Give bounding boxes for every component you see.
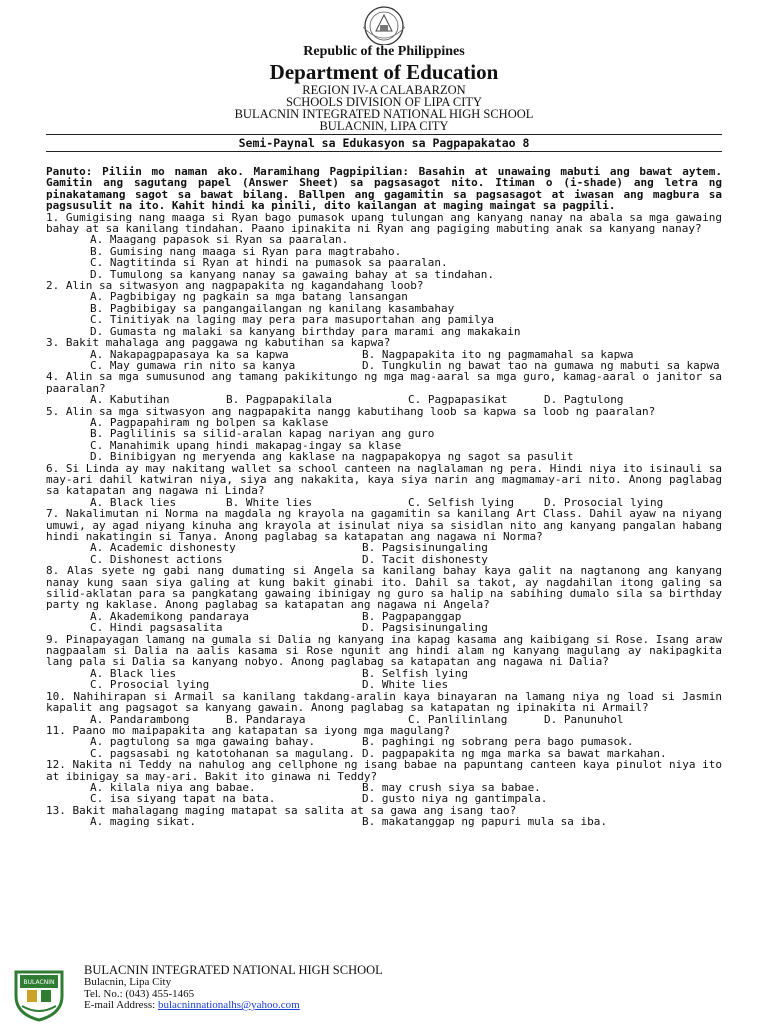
answer-option: C. Manahimik upang hindi makapag-ingay sa klase bbox=[90, 438, 402, 452]
question-text: 4. Alin sa mga sumusunod ang tamang pakikitungo ng mga mag-aaral sa mga guro, kamag-aaral o janitor sa paaralan? bbox=[46, 370, 722, 395]
header-divider-bottom bbox=[46, 151, 722, 152]
answer-options-grid bbox=[90, 542, 722, 565]
answer-option: A. Black lies bbox=[90, 666, 177, 680]
answer-option: A. Pagbibigay ng pagkain sa mga batang lansangan bbox=[90, 290, 408, 304]
answer-option: C. Prosocial lying bbox=[90, 678, 210, 692]
question-item bbox=[46, 406, 722, 463]
footer-email-label: E-mail Address: bbox=[84, 999, 158, 1012]
answer-option: D. Pagtulong bbox=[544, 393, 624, 407]
logo-text: BULACNIN bbox=[23, 979, 55, 986]
answer-option: A. kilala niya ang babae. bbox=[90, 780, 256, 794]
question-text: 5. Alin sa mga sitwasyon ang nagpapakita nangg kabutihang loob sa kapwa sa loob ng paaralan? bbox=[46, 404, 656, 418]
header-department: Department of Education bbox=[269, 60, 499, 84]
answer-options-grid bbox=[90, 736, 722, 759]
answer-option: A. Academic dishonesty bbox=[90, 541, 236, 555]
footer-contact bbox=[84, 964, 383, 1012]
answer-option: D. gusto niya ng gantimpala. bbox=[362, 792, 548, 806]
exam-subject-title: Semi-Paynal sa Edukasyon sa Pagpapakatao 8 bbox=[238, 136, 530, 150]
answer-option: C. Hindi pagsasalita bbox=[90, 621, 223, 635]
answer-option: B. White lies bbox=[226, 495, 313, 509]
deped-seal-icon bbox=[349, 3, 419, 45]
question-text: 10. Nahihirapan si Armail sa kanilang takdang-aralin kaya binayaran na lamang niya ng load si Jasmin kapalit ang pagsagot sa kanyang gawain. Anong paglabag sa katapatan ng ipinakita ni Armail? bbox=[46, 689, 722, 715]
question-item bbox=[46, 212, 722, 280]
header-republic: Republic of the Philippines bbox=[303, 44, 465, 59]
answer-option: A. Kabutihan bbox=[90, 393, 170, 407]
header-region: REGION IV-A CALABARZON bbox=[302, 83, 466, 97]
exam-body bbox=[46, 155, 722, 828]
question-text: 8. Alas syete ng gabi nang dumating si Angela sa kanilang bahay kaya galit na nagtanong ang kanyang nanay kung saan siya galing at kung bakit ginabi ito. Dahil sa takot, ay nagdahilan itong galing sa silid-aklatan para sa pangkatang gawaing ibinigay ng guro sa halip na sabihing dumalo sila sa birthday party ng kaklase. Anong paglabag sa katapatan ang nagawa ni Angela? bbox=[46, 564, 722, 612]
answer-option: A. Black lies bbox=[90, 495, 177, 509]
answer-option: B. Pagbibigay sa pangangailangan ng kanilang kasambahay bbox=[90, 301, 455, 315]
header-address: BULACNIN, LIPA CITY bbox=[319, 119, 449, 133]
header-division: SCHOOLS DIVISION OF LIPA CITY bbox=[285, 95, 483, 109]
answer-option: D. Tacit dishonesty bbox=[362, 552, 488, 566]
answer-options-grid bbox=[90, 349, 722, 372]
question-text: 13. Bakit mahalagang maging matapat sa salita at sa gawa ang isang tao? bbox=[46, 803, 517, 817]
question-item bbox=[46, 371, 722, 405]
footer-school-name: BULACNIN INTEGRATED NATIONAL HIGH SCHOOL bbox=[84, 963, 383, 977]
question-text: 7. Nakalimutan ni Norma na magdala ng krayola na gagamitin sa kanilang Art Class. Dahil ayaw na niyang umuwi, ay agad niyang kinuha ang krayola at isinulat niya sa sisidlan nito ang kanyang pangalan habang hindi nakatingin si Tanya. Anong paglabag sa katapatan ang nagawa ni Norma? bbox=[46, 507, 722, 543]
question-item bbox=[46, 508, 722, 565]
answer-option: C. Panlilinlang bbox=[408, 712, 508, 726]
answer-option: B. paghingi ng sobrang pera bago pumasok. bbox=[362, 735, 634, 749]
instructions: Panuto: Piliin mo naman ako. Maramihang Pagpipilian: Basahin at unawaing mabuti ang bawat aytem. Gamitin ang sagutang papel (Answer Sheet) sa pagsasagot nito. Itiman o (i-shade) ang letra ng pinakatamang sagot sa bawat bilang. Ballpen ang gagamitin sa pagsasagot at iwasan ang magbura sa pagsusulit na ito. Kahit hindi ka pinili, dito kailangan at maging maingat sa pagpili. bbox=[46, 165, 722, 213]
answer-option: D. Tumulong sa kanyang nanay sa gawaing bahay at sa tindahan. bbox=[90, 267, 494, 281]
answer-option: B. Nagpapakita ito ng pagmamahal sa kapwa bbox=[362, 347, 634, 361]
question-item bbox=[46, 634, 722, 691]
answer-options-grid bbox=[90, 668, 722, 691]
question-text: 3. Bakit mahalaga ang paggawa ng kabutihan sa kapwa? bbox=[46, 336, 391, 350]
footer-email-link[interactable]: bulacninnationalhs@yahoo.com bbox=[157, 999, 300, 1012]
answer-options-grid bbox=[90, 611, 722, 634]
answer-option: C. Pagpapasikat bbox=[408, 393, 508, 407]
answer-option: B. Paglilinis sa silid-aralan kapag nariyan ang guro bbox=[90, 427, 435, 441]
header-divider-top bbox=[46, 134, 722, 135]
answer-options-grid bbox=[90, 816, 722, 827]
answer-option: B. Pagpapanggap bbox=[362, 609, 462, 623]
answer-option: C. pagsasabi ng katotohanan sa magulang. bbox=[90, 746, 355, 760]
question-item bbox=[46, 759, 722, 805]
answer-option: B. Pagsisinungaling bbox=[362, 541, 488, 555]
answer-option: B. Selfish lying bbox=[362, 666, 468, 680]
question-text: 6. Si Linda ay may nakitang wallet sa school canteen na naglalaman ng pera. Hindi niya ito isinauli sa may-ari dahil katwiran niya, siya ang nakakita, kaya siya narin ang magmamay-ari nito. Anong paglabag sa katapatan ang nagawa ni Linda? bbox=[46, 461, 722, 498]
answer-option: A. Maagang papasok si Ryan sa paaralan. bbox=[90, 233, 349, 247]
question-text: 9. Pinapayagan lamang na gumala si Dalia ng kanyang ina kapag kasama ang kaibigang si Rose. Isang araw nagpaalam si Dalia na aalis kasama si Rose ngunit ang hindi alam ng kanyang magulang ay nakipagkita lang pala si Dalia sa kanyang nobyo. Anong paglabag sa katapatan ang nagawa ni Dalia? bbox=[46, 632, 722, 669]
question-item bbox=[46, 565, 722, 633]
answer-option: D. Gumasta ng malaki sa kanyang birthday para marami ang makakain bbox=[90, 324, 521, 338]
answer-option: D. Prosocial lying bbox=[544, 495, 664, 509]
answer-option: B. Gumising nang maaga si Ryan para magtrabaho. bbox=[90, 244, 402, 258]
question-item bbox=[46, 691, 722, 725]
footer-email-row bbox=[84, 1000, 383, 1012]
answer-option: B. Pagpapakilala bbox=[226, 393, 332, 407]
answer-option: D. Panunuhol bbox=[544, 712, 624, 726]
answer-option: D. Binibigyan ng meryenda ang kaklase na nagpapakopya ng sagot sa pasulit bbox=[90, 450, 574, 464]
answer-option: A. Nakapagpapasaya ka sa kapwa bbox=[90, 347, 289, 361]
question-text: 11. Paano mo maipapakita ang katapatan sa iyong mga magulang? bbox=[46, 723, 450, 737]
question-item bbox=[46, 280, 722, 337]
answer-option: D. Pagsisinungaling bbox=[362, 621, 488, 635]
answer-option: B. Pandaraya bbox=[226, 712, 306, 726]
answer-option: B. makatanggap ng papuri mula sa iba. bbox=[362, 815, 608, 829]
answer-option: C. Selfish lying bbox=[408, 495, 514, 509]
answer-option: D. White lies bbox=[362, 678, 449, 692]
question-item bbox=[46, 337, 722, 371]
school-logo-icon bbox=[10, 966, 68, 1022]
header-school: BULACNIN INTEGRATED NATIONAL HIGH SCHOOL bbox=[234, 107, 534, 121]
answer-option: D. pagpapakita ng mga marka sa bawat markahan. bbox=[362, 746, 667, 760]
answer-option: A. pagtulong sa mga gawaing bahay. bbox=[90, 735, 316, 749]
answer-option: C. May gumawa rin nito sa kanya bbox=[90, 358, 296, 372]
answer-option: C. isa siyang tapat na bata. bbox=[90, 792, 276, 806]
question-item bbox=[46, 725, 722, 759]
question-item bbox=[46, 463, 722, 509]
footer-address: Bulacnin, Lipa City bbox=[84, 976, 172, 988]
answer-options-grid bbox=[90, 782, 722, 805]
answer-option: A. maging sikat. bbox=[90, 815, 196, 829]
answer-option: A. Pandarambong bbox=[90, 712, 190, 726]
answer-option: C. Nagtitinda si Ryan at hindi na pumasok sa paaralan. bbox=[90, 256, 448, 270]
answer-option: A. Akademikong pandaraya bbox=[90, 609, 249, 623]
question-text: 2. Alin sa sitwasyon ang nagpapakita ng kagandahang loob? bbox=[46, 279, 424, 293]
answer-option: B. may crush siya sa babae. bbox=[362, 780, 541, 794]
question-item bbox=[46, 805, 722, 828]
answer-option: C. Tinitiyak na laging may pera para masuportahan ang pamilya bbox=[90, 313, 494, 327]
answer-option: A. Pagpapahiram ng bolpen sa kaklase bbox=[90, 415, 329, 429]
answer-options-grid bbox=[90, 394, 722, 405]
question-text: 12. Nakita ni Teddy na nahulog ang cellphone ng isang babae na papuntang canteen kaya pinulot niya ito at ibinigay sa may-ari. Bakit ito ginawa ni Teddy? bbox=[46, 758, 722, 783]
question-text: 1. Gumigising nang maaga si Ryan bago pumasok upang tulungan ang kanyang nanay na abala sa mga gawaing bahay at sa kanilang tindahan. Paano ipinakita ni Ryan ang pagiging mabuting anak sa kanyang nanay? bbox=[46, 210, 722, 236]
footer-tel: Tel. No.: (043) 455-1465 bbox=[84, 987, 195, 1000]
answer-option: C. Dishonest actions bbox=[90, 552, 223, 566]
answer-option: D. Tungkulin ng bawat tao na gumawa ng mabuti sa kapwa bbox=[362, 358, 720, 372]
